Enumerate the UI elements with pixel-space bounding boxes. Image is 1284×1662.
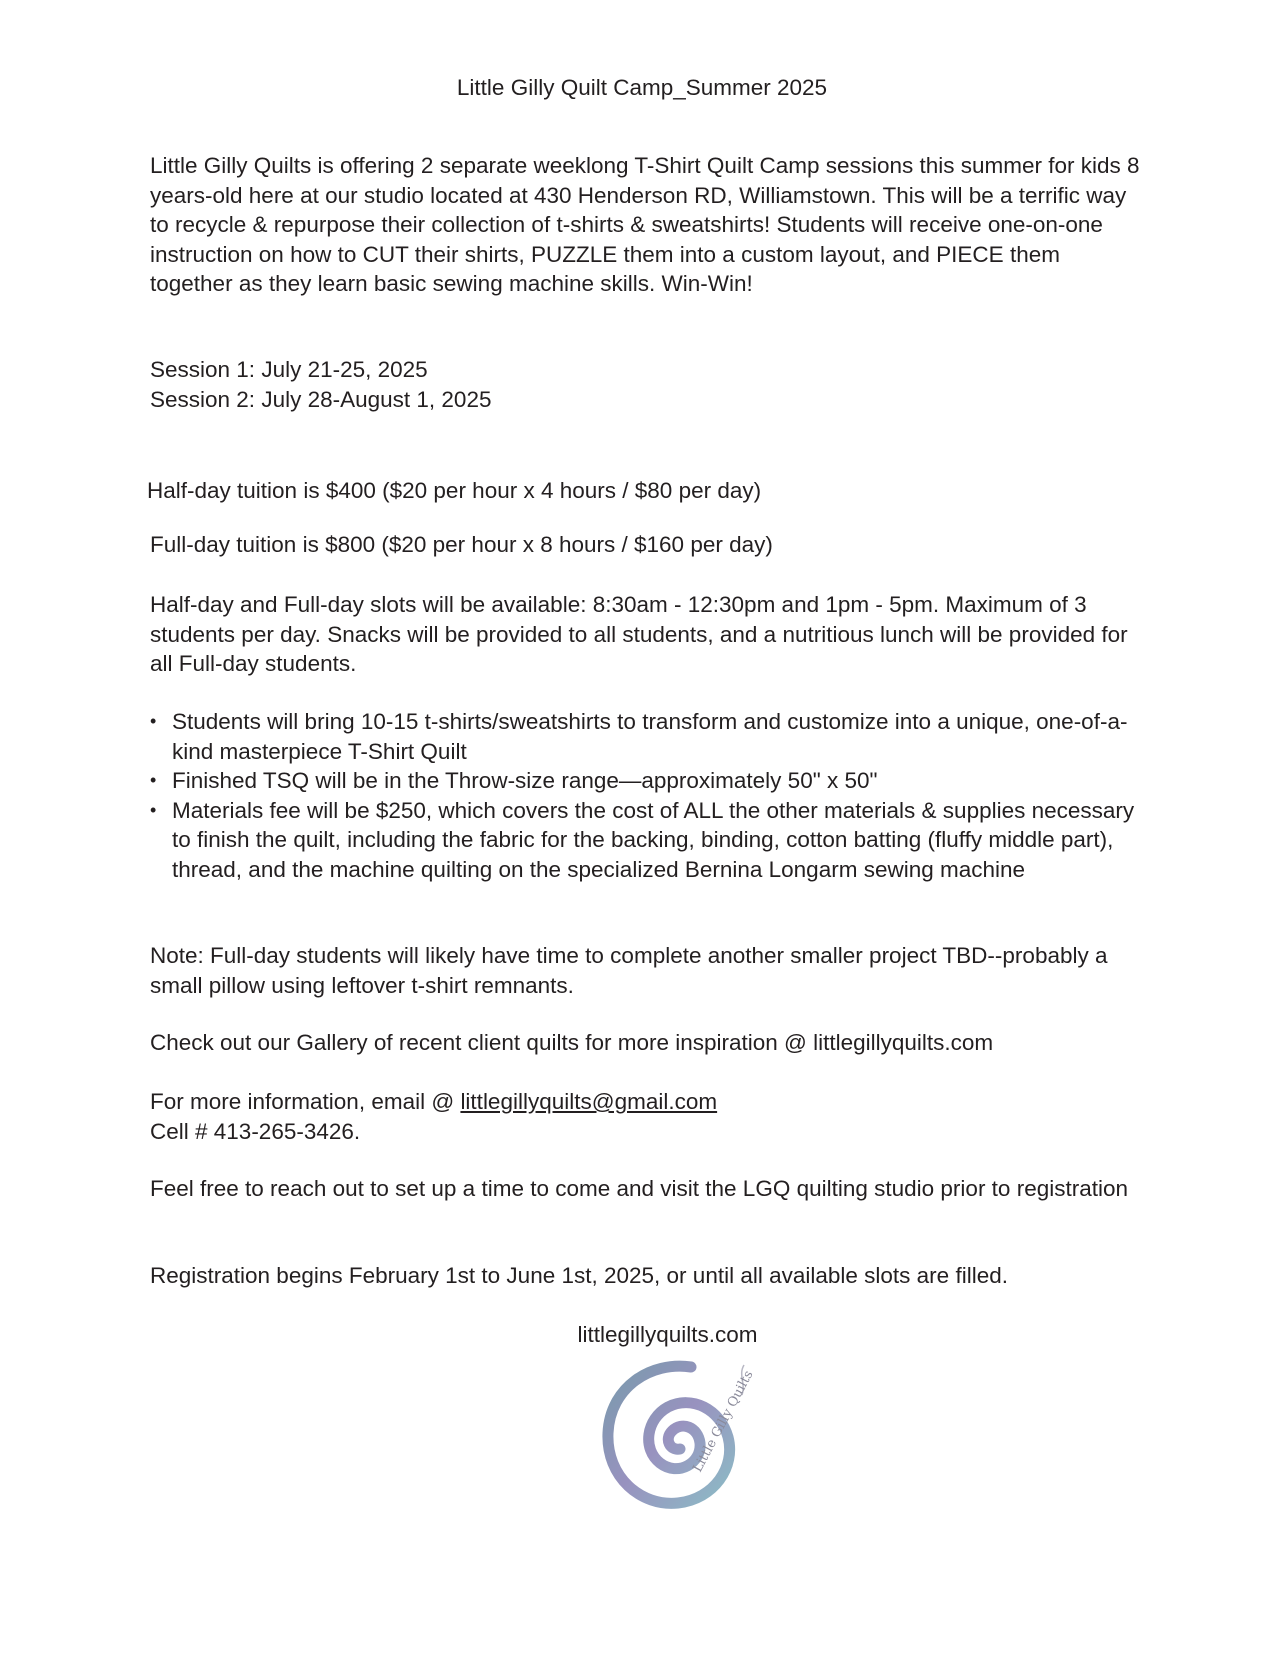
details-bullet-list (150, 707, 1140, 884)
intro-paragraph: Little Gilly Quilts is offering 2 separate weeklong T-Shirt Quilt Camp sessions this summer for kids 8 years-old here at our studio located at 430 Henderson RD, Williamstown. This will be a terrific way to recycle & repurpose their collection of t-shirts & sweatshirts! Students will receive one-on-one instruction on how to CUT their shirts, PUZZLE them into a custom layout, and PIECE them together as they learn basic sewing machine skills. Win-Win! (150, 153, 1140, 296)
bullet-item (150, 766, 1140, 796)
email-prefix: For more information, email @ (150, 1089, 461, 1114)
cell-phone: Cell # 413-265-3426. (150, 1118, 361, 1144)
session-1: Session 1: July 21-25, 2025 (150, 357, 428, 382)
bullet-item (150, 707, 1140, 766)
spiral-logo (596, 1355, 766, 1515)
sessions-list (150, 355, 1140, 414)
bullet-text: Materials fee will be $250, which covers the cost of ALL the other materials & supplies necessary to finish the quilt, including the fabric for the backing, binding, cotton batting (fluffy middle part), thread, and the machine quilting on the specialized Bernina Longarm sewing machine (172, 797, 1135, 882)
page-title: Little Gilly Quilt Camp_Summer 2025 (456, 75, 828, 100)
email-line (150, 1087, 1140, 1117)
note-paragraph: Note: Full-day students will likely have time to complete another smaller project TBD--probably a small pillow using leftover t-shirt remnants. (150, 943, 1108, 998)
email-link[interactable]: littlegillyquilts@gmail.com (460, 1089, 718, 1114)
registration-paragraph: Registration begins February 1st to June 1st, 2025, or until all available slots are filled. (150, 1263, 1008, 1288)
website-footer: littlegillyquilts.com (577, 1322, 758, 1347)
bullet-text: Finished TSQ will be in the Throw-size range—approximately 50" x 50" (172, 768, 878, 793)
contact-info (150, 1087, 1140, 1146)
gallery-paragraph: Check out our Gallery of recent client quilts for more inspiration @ littlegillyquilts.com (150, 1030, 994, 1055)
visit-paragraph: Feel free to reach out to set up a time to come and visit the LGQ quilting studio prior to registration (150, 1176, 1129, 1201)
full-day-tuition: Full-day tuition is $800 ($20 per hour x 8 hours / $160 per day) (150, 532, 773, 557)
bullet-glyph: • (150, 770, 157, 790)
bullet-glyph: • (150, 799, 157, 820)
bullet-text: Students will bring 10-15 t-shirts/sweatshirts to transform and customize into a unique, one-of-a-kind masterpiece T-Shirt Quilt (172, 709, 1128, 764)
half-day-tuition: Half-day tuition is $400 ($20 per hour x 4 hours / $80 per day) (147, 478, 762, 503)
logo-text: Little Gilly Quilts (690, 1368, 757, 1475)
session-2: Session 2: July 28-August 1, 2025 (150, 386, 492, 412)
bullet-item (150, 796, 1140, 885)
bullet-glyph: • (150, 711, 157, 731)
slots-paragraph: Half-day and Full-day slots will be available: 8:30am - 12:30pm and 1pm - 5pm. Maximum of 3 students per day. Snacks will be provided to all students, and a nutritious lunch will be provided for all Full-day students. (150, 592, 1128, 676)
